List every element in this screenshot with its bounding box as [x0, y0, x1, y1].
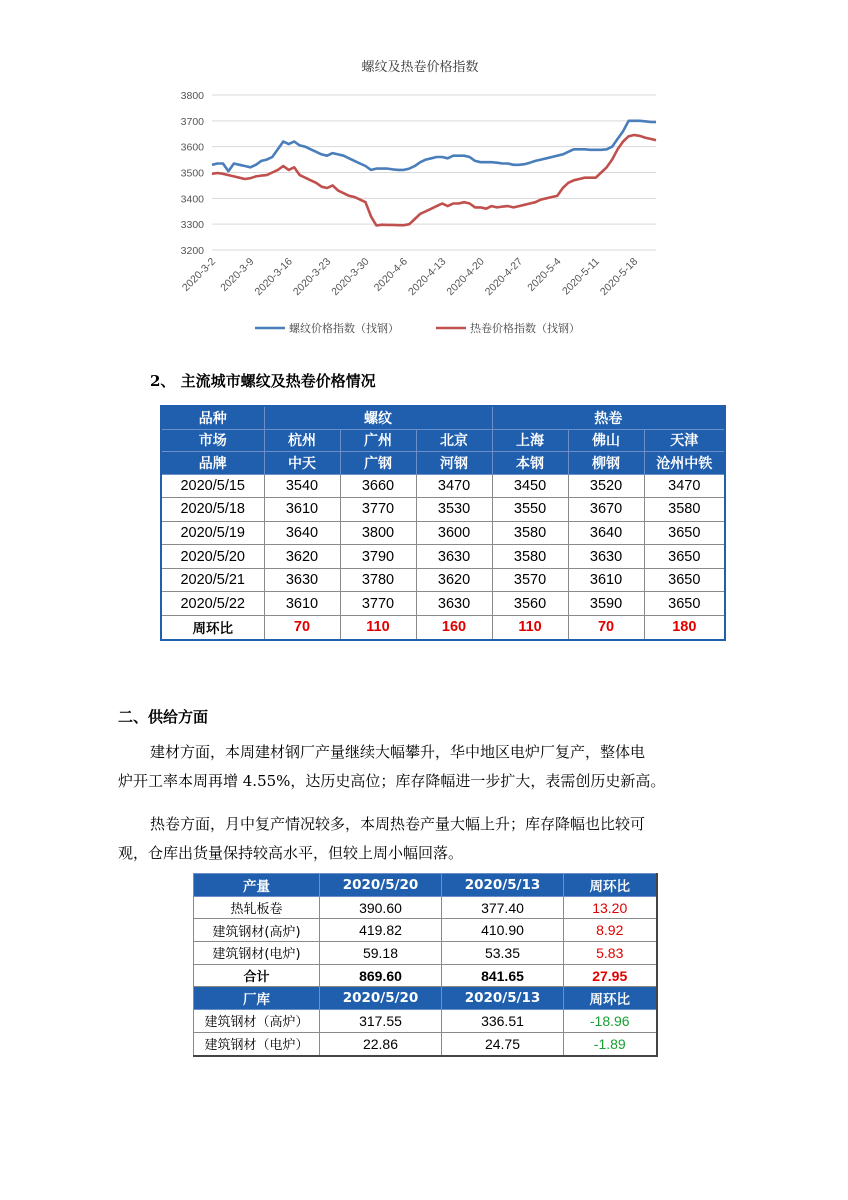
row-label: 热轧板卷 [194, 896, 320, 919]
table-row [194, 896, 657, 919]
price-cell: 3640 [264, 521, 340, 545]
table-row [161, 568, 725, 592]
price-cell: 3650 [644, 545, 725, 569]
table-row [194, 919, 657, 942]
header-date: 2020/5/20 [320, 874, 442, 897]
wow-cell: -18.96 [564, 1010, 657, 1033]
date-cell: 2020/5/20 [161, 545, 264, 569]
section-heading-supply: 二、供给方面 [118, 708, 209, 726]
output-stock-table [193, 873, 658, 1057]
y-tick-label: 3800 [180, 90, 204, 102]
table-row [194, 942, 657, 965]
price-cell: 3550 [492, 498, 568, 522]
wow-cell: 110 [492, 616, 568, 640]
chart-title: 螺纹及热卷价格指数 [361, 60, 479, 75]
value-cell: 53.35 [442, 942, 564, 965]
row-label: 建筑钢材(高炉) [194, 919, 320, 942]
header-date: 2020/5/13 [442, 987, 564, 1010]
price-cell: 3630 [568, 545, 644, 569]
market-cell: 佛山 [568, 429, 644, 452]
wow-cell: 27.95 [564, 964, 657, 987]
x-tick-label: 2020-3-16 [252, 255, 295, 298]
row-label: 建筑钢材（电炉） [194, 1032, 320, 1055]
table-row-total [194, 964, 657, 987]
table-row [161, 474, 725, 498]
paragraph-line: 建材方面，本周建材钢厂产量继续大幅攀升，华中地区电炉厂复产，整体电 [150, 743, 646, 761]
value-cell: 24.75 [442, 1032, 564, 1055]
value-cell: 869.60 [320, 964, 442, 987]
date-cell: 2020/5/15 [161, 474, 264, 498]
value-cell: 841.65 [442, 964, 564, 987]
paragraph-line: 炉开工率本周再增 4.55%，达历史高位；库存降幅进一步扩大，表需创历史新高。 [118, 772, 666, 790]
price-cell: 3610 [264, 592, 340, 616]
price-cell: 3620 [264, 545, 340, 569]
price-cell: 3670 [568, 498, 644, 522]
value-cell: 317.55 [320, 1010, 442, 1033]
header-rebar: 螺纹 [264, 406, 492, 429]
header-output: 产量 [194, 874, 320, 897]
header-market: 市场 [161, 429, 264, 452]
value-cell: 22.86 [320, 1032, 442, 1055]
header-wow: 周环比 [564, 874, 657, 897]
legend-label: 螺纹价格指数（找钢） [289, 322, 399, 335]
market-cell: 上海 [492, 429, 568, 452]
value-cell: 419.82 [320, 919, 442, 942]
price-cell: 3520 [568, 474, 644, 498]
brand-cell: 广钢 [340, 452, 416, 475]
price-cell: 3630 [264, 568, 340, 592]
wow-cell: 160 [416, 616, 492, 640]
x-tick-label: 2020-3-2 [179, 255, 219, 294]
wow-label: 周环比 [161, 616, 264, 640]
series-line [212, 121, 656, 171]
price-cell: 3630 [416, 545, 492, 569]
paragraph-line: 热卷方面，月中复产情况较多，本周热卷产量大幅上升；库存降幅也比较可 [150, 815, 646, 833]
price-cell: 3800 [340, 521, 416, 545]
table-row [194, 1032, 657, 1055]
x-tick-label: 2020-4-27 [482, 255, 526, 298]
price-cell: 3610 [264, 498, 340, 522]
price-cell: 3770 [340, 498, 416, 522]
price-cell: 3580 [492, 545, 568, 569]
value-cell: 59.18 [320, 942, 442, 965]
price-cell: 3470 [644, 474, 725, 498]
y-tick-label: 3500 [180, 167, 204, 180]
price-cell: 3540 [264, 474, 340, 498]
price-cell: 3790 [340, 545, 416, 569]
price-cell: 3570 [492, 568, 568, 592]
x-tick-label: 2020-4-20 [444, 255, 487, 298]
table-row [161, 545, 725, 569]
price-cell: 3650 [644, 592, 725, 616]
paragraph-line: 观，仓库出货量保持较高水平，但较上周小幅回落。 [118, 844, 464, 862]
brand-cell: 中天 [264, 452, 340, 475]
y-tick-label: 3400 [180, 193, 204, 206]
table-row [161, 498, 725, 522]
y-tick-label: 3200 [180, 245, 204, 257]
x-tick-label: 2020-4-13 [406, 255, 449, 298]
date-cell: 2020/5/21 [161, 568, 264, 592]
legend-label: 热卷价格指数（找钢） [470, 322, 580, 335]
wow-cell: 13.20 [564, 896, 657, 919]
brand-cell: 本钢 [492, 452, 568, 475]
date-cell: 2020/5/22 [161, 592, 264, 616]
y-tick-label: 3700 [180, 115, 204, 128]
price-cell: 3650 [644, 568, 725, 592]
price-cell: 3580 [644, 498, 725, 522]
header-stock: 厂库 [194, 987, 320, 1010]
value-cell: 377.40 [442, 896, 564, 919]
price-cell: 3620 [416, 568, 492, 592]
city-price-table [160, 405, 726, 641]
wow-cell: 8.92 [564, 919, 657, 942]
price-index-chart [0, 0, 848, 345]
price-cell: 3610 [568, 568, 644, 592]
price-cell: 3470 [416, 474, 492, 498]
value-cell: 390.60 [320, 896, 442, 919]
y-tick-label: 3300 [180, 219, 204, 232]
wow-cell: 70 [264, 616, 340, 640]
header-date: 2020/5/13 [442, 874, 564, 897]
table-row [161, 521, 725, 545]
market-cell: 天津 [644, 429, 725, 452]
brand-cell: 柳钢 [568, 452, 644, 475]
brand-cell: 河钢 [416, 452, 492, 475]
price-cell: 3650 [644, 521, 725, 545]
date-cell: 2020/5/18 [161, 498, 264, 522]
price-cell: 3590 [568, 592, 644, 616]
price-cell: 3770 [340, 592, 416, 616]
row-label: 建筑钢材(电炉) [194, 942, 320, 965]
price-cell: 3780 [340, 568, 416, 592]
price-cell: 3580 [492, 521, 568, 545]
x-tick-label: 2020-3-30 [329, 255, 372, 298]
wow-cell: 5.83 [564, 942, 657, 965]
date-cell: 2020/5/19 [161, 521, 264, 545]
x-tick-label: 2020-5-4 [525, 255, 564, 294]
x-tick-label: 2020-4-6 [371, 255, 410, 294]
market-cell: 北京 [416, 429, 492, 452]
wow-cell: -1.89 [564, 1032, 657, 1055]
x-tick-label: 2020-3-9 [218, 255, 257, 294]
table-row [161, 592, 725, 616]
header-variety: 品种 [161, 406, 264, 429]
wow-cell: 110 [340, 616, 416, 640]
row-label: 合计 [194, 964, 320, 987]
price-cell: 3660 [340, 474, 416, 498]
value-cell: 336.51 [442, 1010, 564, 1033]
row-label: 建筑钢材（高炉） [194, 1010, 320, 1033]
value-cell: 410.90 [442, 919, 564, 942]
market-cell: 广州 [340, 429, 416, 452]
wow-cell: 180 [644, 616, 725, 640]
price-cell: 3630 [416, 592, 492, 616]
brand-cell: 沧州中铁 [644, 452, 725, 475]
price-cell: 3600 [416, 521, 492, 545]
wow-cell: 70 [568, 616, 644, 640]
x-tick-label: 2020-3-23 [290, 255, 334, 298]
y-tick-label: 3600 [180, 141, 204, 154]
section-heading-city-prices: 2、 主流城市螺纹及热卷价格情况 [150, 372, 376, 390]
price-cell: 3560 [492, 592, 568, 616]
price-cell: 3640 [568, 521, 644, 545]
header-hrc: 热卷 [492, 406, 725, 429]
x-tick-label: 2020-5-18 [597, 255, 641, 298]
price-cell: 3450 [492, 474, 568, 498]
header-date: 2020/5/20 [320, 987, 442, 1010]
header-wow: 周环比 [564, 987, 657, 1010]
header-brand: 品牌 [161, 452, 264, 475]
table-row-wow [161, 616, 725, 640]
market-cell: 杭州 [264, 429, 340, 452]
price-cell: 3530 [416, 498, 492, 522]
table-row [194, 1010, 657, 1033]
x-tick-label: 2020-5-11 [560, 255, 602, 298]
